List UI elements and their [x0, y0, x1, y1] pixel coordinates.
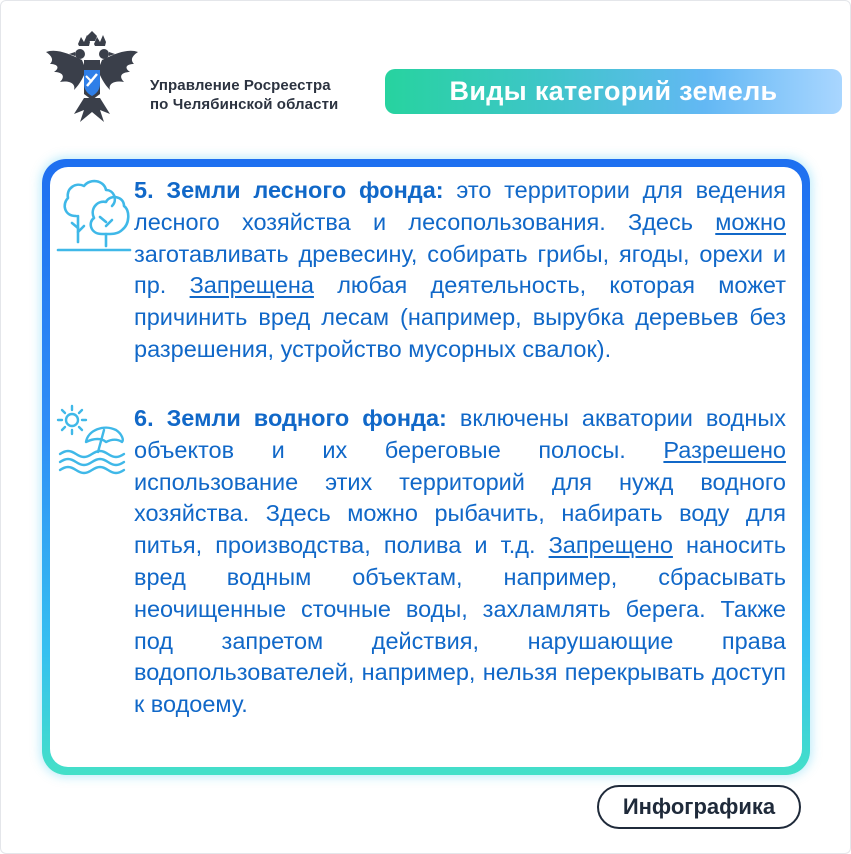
beach-water-icon — [56, 402, 128, 476]
organization-name — [150, 76, 338, 114]
section-forest-allowed: можно — [715, 208, 786, 235]
section-forest-heading: 5. Земли лесного фонда: — [134, 177, 444, 203]
section-forest-text-3: любая деятельность, которая может причинить вред лесам (например, вырубка деревьев без разрешения, устройство мусорных свалок). — [134, 272, 786, 362]
page-title: Виды категорий земель — [449, 76, 778, 106]
section-forest-fund — [134, 175, 786, 366]
org-line-2: по Челябинской области — [150, 96, 339, 113]
section-forest-text-2: заготавливать древесину, собирать грибы, ягоды, орехи и пр. — [134, 240, 786, 299]
section-water-text-3: наносить вред водным объектам, например, сбрасывать неочищенные сточные воды, захламлять берега. Также под запретом действия, нарушающие права водопользователей, например, нельзя перекрывать доступ к водоему. — [134, 532, 786, 718]
section-water-prohibited: Запрещено — [548, 532, 673, 559]
section-water-text-2: использование этих территорий для нужд водного хозяйства. Здесь можно рыбачить, набирать воду для питья, производства, полива и т.д. — [134, 468, 786, 559]
forest-icon — [56, 176, 132, 256]
org-line-1: Управление Росреестра — [150, 77, 331, 94]
section-forest-prohibited: Запрещена — [189, 272, 314, 299]
title-banner — [385, 69, 842, 114]
infographic-badge: Инфографика — [597, 785, 801, 829]
section-water-text-1: включены акватории водных объектов и их береговые полосы. — [134, 405, 786, 463]
section-water-fund — [134, 403, 786, 721]
section-water-heading: 6. Земли водного фонда: — [134, 405, 447, 431]
eagle-emblem-logo — [44, 30, 140, 130]
section-forest-text-1: это территории для ведения лесного хозяйства и лесопользования. Здесь — [134, 177, 786, 235]
section-water-allowed: Разрешено — [663, 436, 786, 463]
